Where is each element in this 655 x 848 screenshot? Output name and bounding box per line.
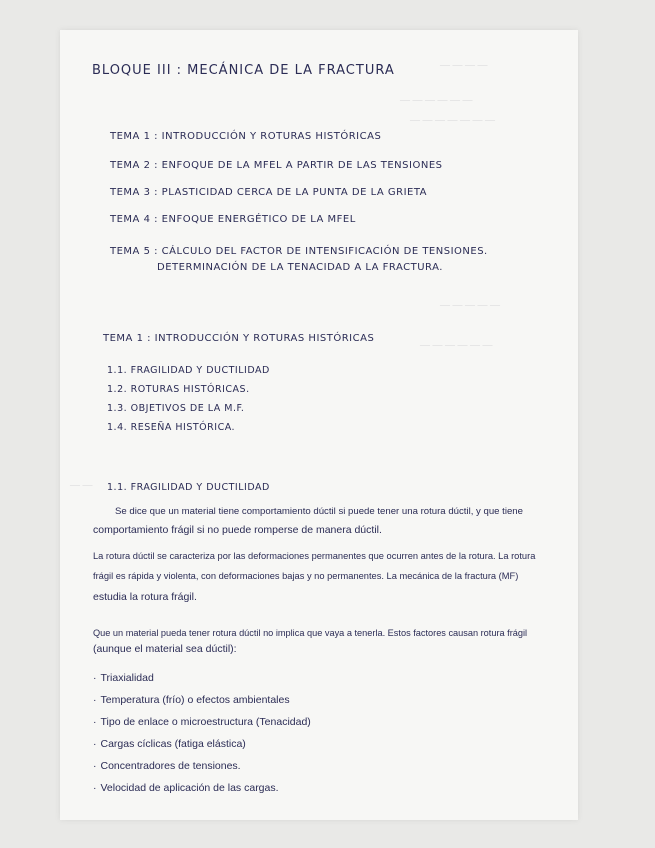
bullet-dot-icon: · bbox=[93, 782, 97, 794]
bleed-through-mark: — — — — — — — bbox=[410, 115, 495, 126]
bleed-through-mark: — — — — — — bbox=[420, 340, 493, 351]
bullet-item: · Temperatura (frío) o efectos ambientales bbox=[93, 694, 290, 706]
paragraph-line: (aunque el material sea dúctil): bbox=[93, 643, 237, 655]
bullet-item: · Triaxialidad bbox=[93, 672, 154, 684]
paragraph-line: comportamiento frágil si no puede romperse de manera dúctil. bbox=[93, 524, 382, 536]
page-title: BLOQUE III : MECÁNICA DE LA FRACTURA bbox=[92, 63, 395, 78]
paragraph-line: Que un material pueda tener rotura dúctil no implica que vaya a tenerla. Estos factores causan rotura frágil bbox=[93, 628, 528, 638]
bullet-item: · Tipo de enlace o microestructura (Tenacidad) bbox=[93, 716, 311, 728]
toc-item: TEMA 5 : CÁLCULO DEL FACTOR DE INTENSIFICACIÓN DE TENSIONES. bbox=[110, 246, 488, 257]
bullet-item: · Concentradores de tensiones. bbox=[93, 760, 241, 772]
bullet-dot-icon: · bbox=[93, 760, 97, 772]
bullet-dot-icon: · bbox=[93, 738, 97, 750]
bleed-through-mark: — — bbox=[70, 480, 93, 491]
toc-item: TEMA 3 : PLASTICIDAD CERCA DE LA PUNTA DE LA GRIETA bbox=[110, 187, 428, 198]
subsection-item: 1.1. FRAGILIDAD Y DUCTILIDAD bbox=[107, 365, 270, 376]
paragraph-line: Se dice que un material tiene comportamiento dúctil si puede tener una rotura dúctil, y que tiene bbox=[115, 506, 523, 517]
subsection-item: 1.3. OBJETIVOS DE LA M.F. bbox=[107, 403, 245, 414]
bullet-dot-icon: · bbox=[93, 716, 97, 728]
bullet-dot-icon: · bbox=[93, 672, 97, 684]
bleed-through-mark: — — — — — — bbox=[400, 95, 473, 106]
bleed-through-mark: — — — — bbox=[440, 60, 488, 71]
bleed-through-mark: — — — — — bbox=[440, 300, 500, 311]
toc-item-continuation: DETERMINACIÓN DE LA TENACIDAD A LA FRACTURA. bbox=[157, 262, 443, 273]
paragraph-line: estudia la rotura frágil. bbox=[93, 591, 197, 603]
section-heading: TEMA 1 : INTRODUCCIÓN Y ROTURAS HISTÓRICAS bbox=[103, 333, 375, 344]
bullet-item: · Cargas cíclicas (fatiga elástica) bbox=[93, 738, 246, 750]
bullet-dot-icon: · bbox=[93, 694, 97, 706]
subsection-heading: 1.1. FRAGILIDAD Y DUCTILIDAD bbox=[107, 482, 270, 493]
paragraph-line: La rotura dúctil se caracteriza por las deformaciones permanentes que ocurren antes de la rotura. La rotura bbox=[93, 551, 536, 561]
subsection-item: 1.2. ROTURAS HISTÓRICAS. bbox=[107, 384, 250, 395]
subsection-item: 1.4. RESEÑA HISTÓRICA. bbox=[107, 422, 236, 433]
toc-item: TEMA 2 : ENFOQUE DE LA MFEL A PARTIR DE LAS TENSIONES bbox=[110, 160, 443, 171]
paragraph-line: frágil es rápida y violenta, con deformaciones bajas y no permanentes. La mecánica de la fractura (MF) bbox=[93, 571, 519, 581]
toc-item: TEMA 1 : INTRODUCCIÓN Y ROTURAS HISTÓRICAS bbox=[110, 131, 382, 142]
bullet-item: · Velocidad de aplicación de las cargas. bbox=[93, 782, 279, 794]
toc-item: TEMA 4 : ENFOQUE ENERGÉTICO DE LA MFEL bbox=[110, 214, 356, 225]
